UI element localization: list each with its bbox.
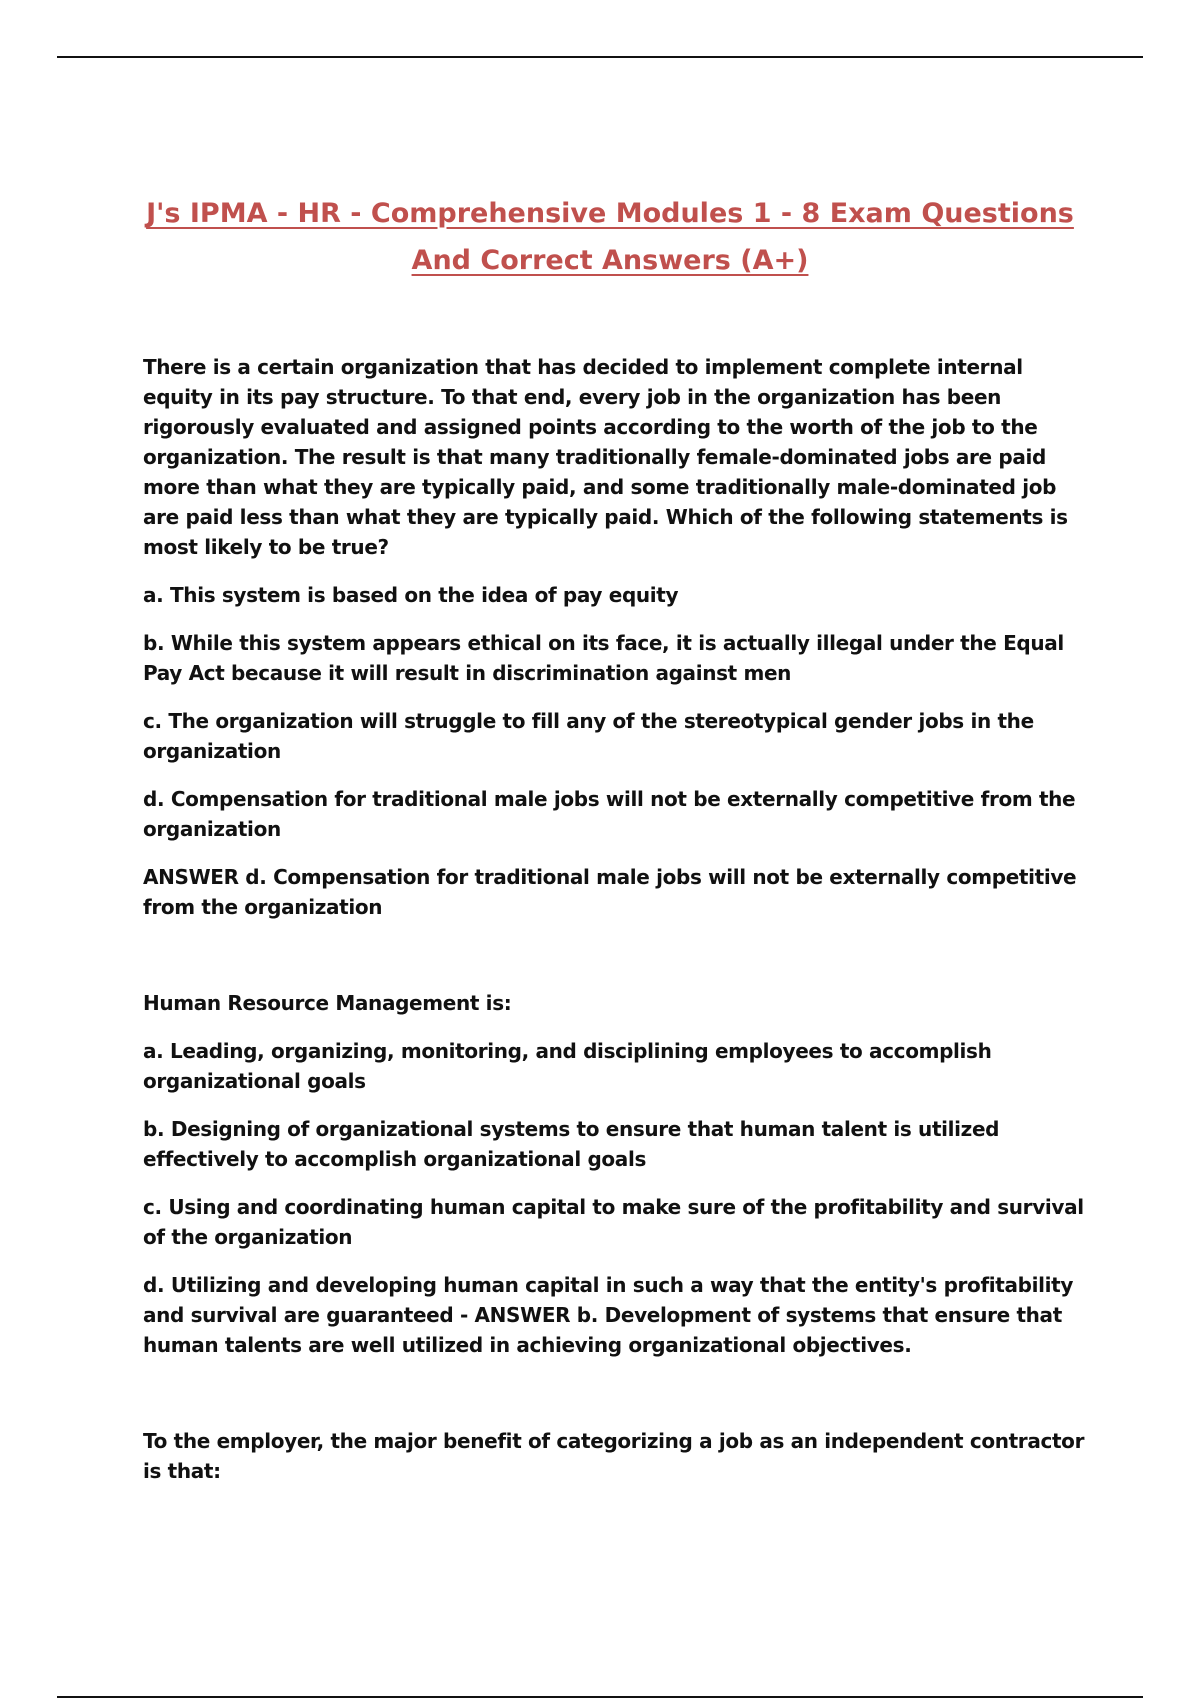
- question-1-option-b: b. While this system appears ethical on its face, it is actually illegal under the Equal Pay Act because it will result in discrimination against men: [143, 631, 1064, 685]
- question-1-prompt: There is a certain organization that has decided to implement complete internal equity in its pay structure. To that end, every job in the organization has been rigorously evaluated and assigned points according to the worth of the job to the organization. The result is that many traditionally female-dominated jobs are paid more than what they are typically paid, and some traditionally male-dominated job are paid less than what they are typically paid. Which of the following statements is most likely to be true?: [143, 355, 1068, 559]
- question-3: [143, 1426, 1089, 1486]
- question-1-option-c: c. The organization will struggle to fill any of the stereotypical gender jobs in the organization: [143, 709, 1034, 763]
- question-2-option-b: b. Designing of organizational systems to ensure that human talent is utilized effectively to accomplish organizational goals: [143, 1117, 1000, 1171]
- question-2-option-c: c. Using and coordinating human capital to make sure of the profitability and survival of the organization: [143, 1195, 1084, 1249]
- question-2-option-a: a. Leading, organizing, monitoring, and disciplining employees to accomplish organizational goals: [143, 1039, 992, 1093]
- question-3-prompt: To the employer, the major benefit of categorizing a job as an independent contractor is that:: [143, 1429, 1085, 1483]
- question-1-option-a: a. This system is based on the idea of pay equity: [143, 583, 679, 607]
- question-2-prompt: Human Resource Management is:: [143, 991, 512, 1015]
- document-body: [143, 352, 1089, 1504]
- question-2: [143, 988, 1089, 1360]
- bottom-rule: [57, 1696, 1143, 1698]
- document-title: J's IPMA - HR - Comprehensive Modules 1 - 8 Exam Questions And Correct Answers (A+): [146, 198, 1074, 276]
- question-1: [143, 352, 1089, 922]
- question-1-answer: ANSWER d. Compensation for traditional male jobs will not be externally competitive from the organization: [143, 865, 1077, 919]
- question-1-option-d: d. Compensation for traditional male jobs will not be externally competitive from the organization: [143, 787, 1076, 841]
- question-2-option-d: d. Utilizing and developing human capital in such a way that the entity's profitability and survival are guaranteed - ANSWER b. Development of systems that ensure that human talents are well utilized in achieving organizational objectives.: [143, 1273, 1074, 1357]
- top-rule: [57, 56, 1143, 58]
